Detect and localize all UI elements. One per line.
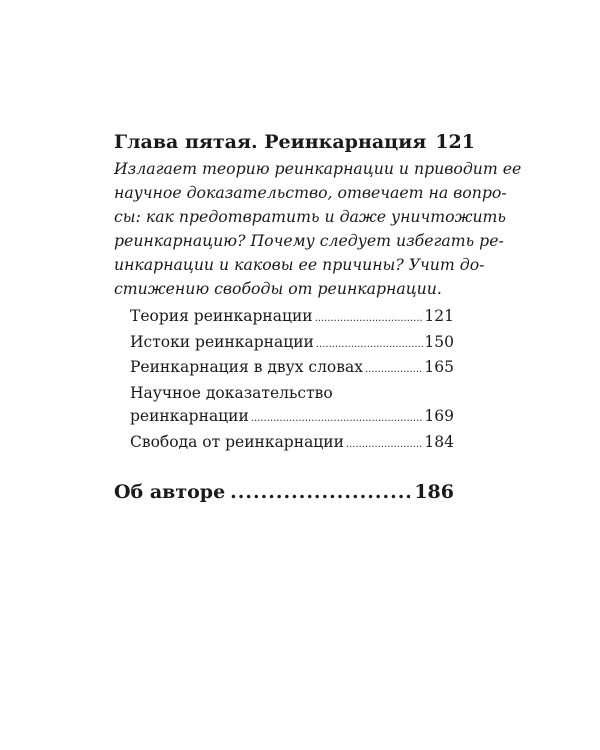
description-line: научное доказательство, отвечает на вопро-	[114, 183, 507, 202]
chapter-description	[114, 157, 522, 301]
section-page-number: 150	[424, 332, 454, 351]
dot-leader	[316, 333, 424, 357]
section-entry-summary[interactable]	[130, 356, 454, 382]
dot-leader	[365, 358, 423, 382]
section-title: реинкарнации	[130, 407, 249, 425]
description-line: стижению свободы от реинкарнации.	[114, 279, 442, 298]
section-title: Теория реинкарнации	[130, 307, 313, 325]
description-line: Излагает теорию реинкарнации и приводит ее	[114, 159, 522, 178]
section-title: Свобода от реинкарнации	[130, 432, 344, 451]
section-page-number: 165	[424, 358, 454, 376]
table-of-contents	[114, 130, 522, 505]
description-line: инкарнации и каковы ее причины? Учит до-	[114, 255, 485, 274]
section-list	[114, 305, 454, 456]
about-page-number: 186	[414, 481, 454, 503]
description-line: реинкарнацию? Почему следует избегать ре-	[114, 231, 504, 250]
section-entry-origins[interactable]	[130, 331, 454, 357]
section-entry-freedom[interactable]	[130, 431, 454, 457]
dot-leader	[251, 407, 424, 431]
chapter-page-number: 121	[435, 131, 475, 153]
section-page-number: 184	[424, 432, 454, 451]
section-entry-proof[interactable]	[130, 405, 454, 431]
dot-leader	[315, 307, 424, 331]
dot-leader	[230, 480, 410, 505]
chapter-five-entry[interactable]	[114, 130, 475, 155]
chapter-title: Глава пятая. Реинкарнация	[114, 131, 427, 153]
section-entry-theory[interactable]	[130, 305, 454, 331]
section-title-line1[interactable]: Научное доказательство	[130, 383, 333, 402]
about-title: Об авторе	[114, 481, 226, 503]
description-line: сы: как предотвратить и даже уничтожить	[114, 207, 506, 226]
section-page-number: 121	[424, 307, 454, 325]
section-page-number: 169	[424, 407, 454, 425]
about-author-entry[interactable]	[114, 480, 454, 505]
dot-leader	[346, 433, 423, 457]
section-title: Истоки реинкарнации	[130, 332, 314, 351]
section-title: Реинкарнация в двух словах	[130, 358, 363, 376]
